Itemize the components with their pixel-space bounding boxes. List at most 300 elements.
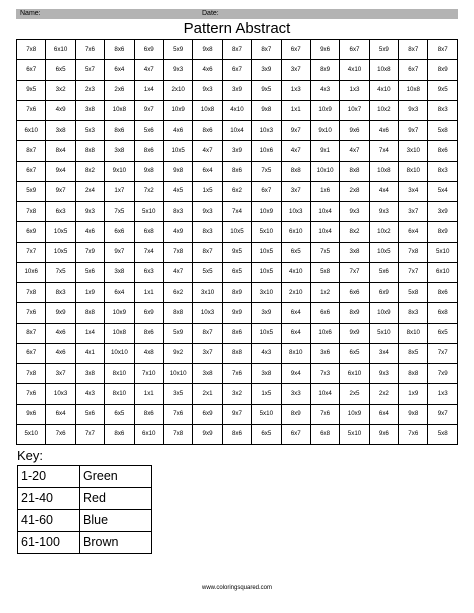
- grid-cell: 6x7: [281, 424, 310, 444]
- grid-cell: 3x8: [75, 364, 104, 384]
- grid-cell: 2x10: [163, 80, 192, 100]
- grid-cell: 3x9: [252, 60, 281, 80]
- grid-cell: 4x7: [340, 141, 369, 161]
- grid-cell: 6x8: [134, 222, 163, 242]
- grid-cell: 9x3: [193, 80, 222, 100]
- grid-cell: 3x7: [399, 202, 428, 222]
- grid-cell: 1x7: [105, 181, 134, 201]
- grid-cell: 8x6: [105, 121, 134, 141]
- page-title: Pattern Abstract: [183, 20, 291, 37]
- grid-cell: 9x7: [399, 121, 428, 141]
- grid-cell: 9x10: [105, 161, 134, 181]
- grid-cell: 7x8: [17, 283, 46, 303]
- key-color: Brown: [80, 532, 152, 554]
- grid-cell: 8x8: [222, 343, 251, 363]
- grid-cell: 4x6: [369, 121, 398, 141]
- grid-row: [17, 100, 458, 120]
- grid-cell: 6x5: [46, 60, 75, 80]
- grid-cell: 8x4: [46, 141, 75, 161]
- grid-row: [17, 242, 458, 262]
- footer-url: www.coloringsquared.com: [201, 585, 273, 591]
- grid-cell: 6x3: [134, 262, 163, 282]
- key-range: 61-100: [18, 532, 80, 554]
- grid-cell: 7x5: [105, 202, 134, 222]
- grid-cell: 10x8: [105, 100, 134, 120]
- grid-cell: 5x3: [75, 121, 104, 141]
- grid-cell: 8x9: [310, 60, 339, 80]
- grid-cell: 10x5: [369, 242, 398, 262]
- grid-cell: 6x9: [193, 404, 222, 424]
- grid-cell: 2x8: [340, 181, 369, 201]
- grid-cell: 6x2: [163, 283, 192, 303]
- grid-cell: 9x8: [252, 100, 281, 120]
- multiplication-grid: [16, 39, 458, 445]
- grid-cell: 6x6: [310, 303, 339, 323]
- grid-cell: 1x9: [399, 384, 428, 404]
- grid-cell: 9x7: [428, 404, 458, 424]
- grid-cell: 8x8: [75, 303, 104, 323]
- grid-cell: 6x5: [340, 343, 369, 363]
- grid-row: [17, 121, 458, 141]
- grid-cell: 9x8: [193, 40, 222, 60]
- grid-cell: 8x8: [281, 161, 310, 181]
- grid-cell: 6x7: [17, 343, 46, 363]
- grid-cell: 6x5: [252, 424, 281, 444]
- grid-cell: 3x7: [46, 364, 75, 384]
- grid-cell: 5x10: [252, 404, 281, 424]
- grid-cell: 6x4: [105, 60, 134, 80]
- grid-cell: 2x2: [369, 384, 398, 404]
- grid-cell: 9x3: [369, 364, 398, 384]
- key-row: [18, 532, 152, 554]
- grid-cell: 8x10: [399, 323, 428, 343]
- grid-cell: 3x4: [399, 181, 428, 201]
- grid-cell: 4x6: [75, 222, 104, 242]
- grid-cell: 8x9: [428, 222, 458, 242]
- grid-cell: 6x4: [281, 323, 310, 343]
- grid-cell: 9x5: [428, 80, 458, 100]
- grid-cell: 9x2: [163, 343, 192, 363]
- grid-cell: 8x9: [281, 404, 310, 424]
- grid-cell: 8x6: [428, 141, 458, 161]
- grid-cell: 4x6: [193, 60, 222, 80]
- grid-cell: 6x8: [310, 424, 339, 444]
- grid-cell: 6x4: [193, 161, 222, 181]
- grid-cell: 3x10: [252, 283, 281, 303]
- grid-cell: 3x8: [340, 242, 369, 262]
- grid-cell: 6x2: [222, 181, 251, 201]
- grid-cell: 9x7: [46, 181, 75, 201]
- grid-row: [17, 181, 458, 201]
- grid-cell: 10x5: [46, 222, 75, 242]
- grid-cell: 9x1: [310, 141, 339, 161]
- grid-cell: 10x10: [105, 343, 134, 363]
- grid-cell: 8x3: [399, 303, 428, 323]
- grid-cell: 9x10: [310, 121, 339, 141]
- grid-cell: 8x2: [75, 161, 104, 181]
- grid-cell: 7x6: [75, 40, 104, 60]
- grid-cell: 6x10: [428, 262, 458, 282]
- grid-cell: 9x7: [105, 242, 134, 262]
- grid-cell: 6x10: [340, 364, 369, 384]
- grid-cell: 9x5: [252, 80, 281, 100]
- grid-cell: 1x1: [134, 384, 163, 404]
- grid-cell: 6x9: [134, 40, 163, 60]
- grid-cell: 7x8: [17, 364, 46, 384]
- grid-cell: 8x6: [428, 283, 458, 303]
- grid-cell: 5x10: [428, 242, 458, 262]
- grid-cell: 1x4: [134, 80, 163, 100]
- grid-cell: 10x6: [252, 141, 281, 161]
- grid-cell: 9x3: [399, 100, 428, 120]
- grid-cell: 3x3: [281, 384, 310, 404]
- grid-cell: 7x9: [75, 242, 104, 262]
- grid-cell: 10x4: [310, 222, 339, 242]
- grid-cell: 4x10: [340, 60, 369, 80]
- grid-cell: 6x7: [17, 60, 46, 80]
- grid-cell: 9x9: [222, 303, 251, 323]
- grid-cell: 7x6: [17, 384, 46, 404]
- grid-cell: 5x6: [75, 404, 104, 424]
- grid-cell: 9x3: [340, 202, 369, 222]
- grid-cell: 5x7: [75, 60, 104, 80]
- grid-cell: 3x7: [193, 343, 222, 363]
- grid-cell: 10x10: [163, 364, 192, 384]
- grid-cell: 1x3: [340, 80, 369, 100]
- grid-cell: 10x9: [163, 100, 192, 120]
- grid-cell: 7x6: [17, 303, 46, 323]
- grid-cell: 7x10: [134, 364, 163, 384]
- grid-cell: 3x9: [222, 80, 251, 100]
- grid-cell: 2x3: [75, 80, 104, 100]
- grid-cell: 7x7: [399, 262, 428, 282]
- grid-cell: 10x6: [17, 262, 46, 282]
- grid-cell: 5x10: [252, 222, 281, 242]
- grid-cell: 8x8: [399, 364, 428, 384]
- grid-cell: 10x2: [369, 222, 398, 242]
- grid-cell: 3x9: [428, 202, 458, 222]
- grid-cell: 3x7: [281, 60, 310, 80]
- grid-cell: 5x5: [193, 262, 222, 282]
- grid-row: [17, 60, 458, 80]
- grid-cell: 3x8: [252, 364, 281, 384]
- grid-cell: 9x9: [46, 303, 75, 323]
- grid-cell: 7x8: [399, 242, 428, 262]
- grid-row: [17, 222, 458, 242]
- grid-cell: 7x7: [340, 262, 369, 282]
- grid-cell: 7x7: [17, 242, 46, 262]
- grid-cell: 5x9: [163, 323, 192, 343]
- grid-cell: 7x5: [310, 242, 339, 262]
- grid-cell: 3x10: [193, 283, 222, 303]
- grid-cell: 8x6: [105, 40, 134, 60]
- grid-row: [17, 364, 458, 384]
- grid-cell: 10x5: [252, 323, 281, 343]
- grid-cell: 6x9: [17, 222, 46, 242]
- grid-cell: 4x4: [369, 181, 398, 201]
- grid-cell: 4x9: [46, 100, 75, 120]
- grid-cell: 10x3: [193, 303, 222, 323]
- key-color: Blue: [80, 510, 152, 532]
- grid-cell: 8x3: [193, 222, 222, 242]
- grid-cell: 6x3: [46, 202, 75, 222]
- grid-cell: 4x5: [163, 181, 192, 201]
- grid-cell: 8x6: [222, 323, 251, 343]
- grid-cell: 5x9: [163, 40, 192, 60]
- grid-cell: 3x6: [310, 343, 339, 363]
- grid-cell: 7x4: [222, 202, 251, 222]
- grid-cell: 7x5: [252, 161, 281, 181]
- grid-cell: 7x8: [163, 242, 192, 262]
- grid-cell: 8x10: [105, 364, 134, 384]
- grid-cell: 8x6: [134, 323, 163, 343]
- key-range: 1-20: [18, 466, 80, 488]
- grid-cell: 8x6: [222, 424, 251, 444]
- grid-cell: 8x10: [281, 343, 310, 363]
- grid-cell: 5x6: [369, 262, 398, 282]
- grid-cell: 8x9: [222, 283, 251, 303]
- grid-cell: 1x3: [428, 384, 458, 404]
- grid-cell: 6x7: [252, 181, 281, 201]
- grid-cell: 7x6: [46, 424, 75, 444]
- grid-cell: 7x2: [134, 181, 163, 201]
- grid-cell: 3x9: [252, 303, 281, 323]
- grid-cell: 5x4: [428, 181, 458, 201]
- name-label: Name:: [20, 10, 41, 17]
- grid-cell: 6x5: [428, 323, 458, 343]
- grid-cell: 6x9: [134, 303, 163, 323]
- grid-cell: 6x7: [222, 60, 251, 80]
- grid-row: [17, 202, 458, 222]
- grid-cell: 9x8: [399, 404, 428, 424]
- grid-cell: 2x5: [340, 384, 369, 404]
- grid-cell: 7x6: [17, 100, 46, 120]
- grid-cell: 10x9: [252, 202, 281, 222]
- grid-cell: 4x9: [163, 222, 192, 242]
- color-key-table: [17, 465, 152, 554]
- grid-cell: 1x1: [281, 100, 310, 120]
- grid-cell: 9x8: [163, 161, 192, 181]
- grid-cell: 4x8: [134, 343, 163, 363]
- grid-cell: 9x4: [46, 161, 75, 181]
- grid-cell: 5x8: [399, 283, 428, 303]
- grid-cell: 6x5: [222, 262, 251, 282]
- grid-cell: 9x5: [17, 80, 46, 100]
- grid-row: [17, 323, 458, 343]
- grid-cell: 1x3: [281, 80, 310, 100]
- grid-cell: 4x3: [252, 343, 281, 363]
- key-row: [18, 488, 152, 510]
- grid-cell: 9x6: [369, 424, 398, 444]
- grid-row: [17, 141, 458, 161]
- grid-cell: 6x4: [105, 283, 134, 303]
- grid-cell: 4x10: [222, 100, 251, 120]
- grid-row: [17, 404, 458, 424]
- grid-cell: 9x7: [134, 100, 163, 120]
- grid-cell: 6x4: [399, 222, 428, 242]
- grid-cell: 3x8: [105, 262, 134, 282]
- grid-cell: 3x4: [369, 343, 398, 363]
- grid-cell: 2x4: [75, 181, 104, 201]
- grid-row: [17, 262, 458, 282]
- grid-cell: 7x4: [134, 242, 163, 262]
- grid-cell: 6x8: [428, 303, 458, 323]
- grid-cell: 1x5: [193, 181, 222, 201]
- grid-cell: 5x6: [75, 262, 104, 282]
- grid-cell: 10x5: [252, 242, 281, 262]
- grid-cell: 7x8: [17, 40, 46, 60]
- grid-cell: 4x1: [75, 343, 104, 363]
- grid-cell: 5x10: [369, 323, 398, 343]
- grid-cell: 10x4: [310, 384, 339, 404]
- key-color: Red: [80, 488, 152, 510]
- grid-cell: 8x3: [428, 161, 458, 181]
- key-range: 21-40: [18, 488, 80, 510]
- grid-cell: 4x7: [163, 262, 192, 282]
- grid-cell: 9x3: [369, 202, 398, 222]
- grid-cell: 10x3: [252, 121, 281, 141]
- grid-cell: 6x7: [281, 40, 310, 60]
- grid-cell: 8x6: [193, 121, 222, 141]
- grid-cell: 8x5: [399, 343, 428, 363]
- grid-cell: 7x6: [163, 404, 192, 424]
- grid-cell: 8x6: [105, 424, 134, 444]
- grid-row: [17, 161, 458, 181]
- grid-cell: 9x3: [193, 202, 222, 222]
- grid-cell: 10x3: [46, 384, 75, 404]
- grid-cell: 4x10: [369, 80, 398, 100]
- grid-cell: 3x8: [46, 121, 75, 141]
- grid-cell: 6x4: [281, 303, 310, 323]
- grid-cell: 6x9: [369, 283, 398, 303]
- grid-cell: 10x2: [369, 100, 398, 120]
- grid-cell: 3x8: [193, 364, 222, 384]
- grid-cell: 3x2: [46, 80, 75, 100]
- grid-cell: 8x7: [428, 40, 458, 60]
- grid-cell: 1x1: [134, 283, 163, 303]
- grid-cell: 6x5: [281, 242, 310, 262]
- grid-cell: 3x5: [163, 384, 192, 404]
- grid-row: [17, 40, 458, 60]
- grid-cell: 7x6: [222, 364, 251, 384]
- grid-cell: 10x9: [340, 404, 369, 424]
- grid-cell: 8x7: [193, 323, 222, 343]
- date-label: Date:: [202, 10, 219, 17]
- grid-cell: 8x10: [399, 161, 428, 181]
- grid-row: [17, 283, 458, 303]
- grid-cell: 2x1: [193, 384, 222, 404]
- grid-cell: 7x7: [75, 424, 104, 444]
- grid-cell: 6x10: [46, 40, 75, 60]
- grid-cell: 3x8: [105, 141, 134, 161]
- grid-row: [17, 343, 458, 363]
- grid-cell: 6x4: [46, 404, 75, 424]
- grid-cell: 9x7: [222, 404, 251, 424]
- grid-cell: 4x6: [46, 323, 75, 343]
- grid-cell: 10x8: [193, 100, 222, 120]
- grid-cell: 5x8: [310, 262, 339, 282]
- grid-cell: 8x6: [222, 161, 251, 181]
- grid-cell: 10x8: [399, 80, 428, 100]
- grid-cell: 8x6: [134, 404, 163, 424]
- grid-cell: 8x7: [17, 141, 46, 161]
- grid-cell: 9x7: [281, 121, 310, 141]
- header-bar: [16, 9, 458, 19]
- grid-cell: 6x6: [340, 283, 369, 303]
- key-row: [18, 466, 152, 488]
- grid-cell: 10x9: [310, 100, 339, 120]
- grid-cell: 8x7: [193, 242, 222, 262]
- grid-cell: 9x9: [193, 424, 222, 444]
- grid-cell: 7x8: [17, 202, 46, 222]
- grid-cell: 8x3: [46, 283, 75, 303]
- grid-cell: 2x6: [105, 80, 134, 100]
- grid-cell: 6x6: [105, 222, 134, 242]
- grid-cell: 7x7: [428, 343, 458, 363]
- grid-cell: 5x9: [369, 40, 398, 60]
- grid-cell: 1x6: [310, 181, 339, 201]
- grid-cell: 9x4: [281, 364, 310, 384]
- grid-cell: 5x10: [340, 424, 369, 444]
- grid-cell: 4x7: [193, 141, 222, 161]
- grid-cell: 6x10: [281, 222, 310, 242]
- grid-cell: 10x3: [281, 202, 310, 222]
- grid-cell: 5x6: [134, 121, 163, 141]
- grid-cell: 8x9: [428, 60, 458, 80]
- grid-cell: 3x7: [281, 181, 310, 201]
- grid-cell: 10x10: [310, 161, 339, 181]
- grid-cell: 5x8: [428, 121, 458, 141]
- grid-cell: 8x7: [222, 40, 251, 60]
- grid-cell: 4x3: [310, 80, 339, 100]
- grid-row: [17, 80, 458, 100]
- grid-cell: 6x7: [340, 40, 369, 60]
- grid-cell: 3x9: [222, 141, 251, 161]
- grid-cell: 4x10: [281, 262, 310, 282]
- grid-cell: 7x6: [399, 424, 428, 444]
- key-range: 41-60: [18, 510, 80, 532]
- grid-cell: 4x6: [46, 343, 75, 363]
- grid-cell: 6x10: [17, 121, 46, 141]
- grid-cell: 6x5: [105, 404, 134, 424]
- grid-cell: 3x2: [222, 384, 251, 404]
- grid-cell: 9x3: [163, 60, 192, 80]
- grid-cell: 10x5: [252, 262, 281, 282]
- grid-cell: 7x9: [428, 364, 458, 384]
- grid-cell: 7x8: [163, 424, 192, 444]
- grid-cell: 5x10: [134, 202, 163, 222]
- grid-cell: 7x5: [46, 262, 75, 282]
- grid-cell: 5x9: [17, 181, 46, 201]
- grid-cell: 8x3: [163, 202, 192, 222]
- grid-cell: 6x10: [134, 424, 163, 444]
- grid-cell: 8x10: [105, 384, 134, 404]
- grid-cell: 8x7: [17, 323, 46, 343]
- grid-cell: 9x5: [222, 242, 251, 262]
- grid-cell: 4x7: [281, 141, 310, 161]
- grid-cell: 10x9: [105, 303, 134, 323]
- grid-cell: 7x3: [310, 364, 339, 384]
- grid-cell: 8x8: [340, 161, 369, 181]
- grid-cell: 8x3: [428, 100, 458, 120]
- grid-cell: 10x7: [340, 100, 369, 120]
- grid-cell: 4x7: [134, 60, 163, 80]
- grid-cell: 4x3: [75, 384, 104, 404]
- grid-cell: 10x4: [222, 121, 251, 141]
- grid-row: [17, 303, 458, 323]
- grid-cell: 5x10: [17, 424, 46, 444]
- grid-cell: 8x9: [340, 303, 369, 323]
